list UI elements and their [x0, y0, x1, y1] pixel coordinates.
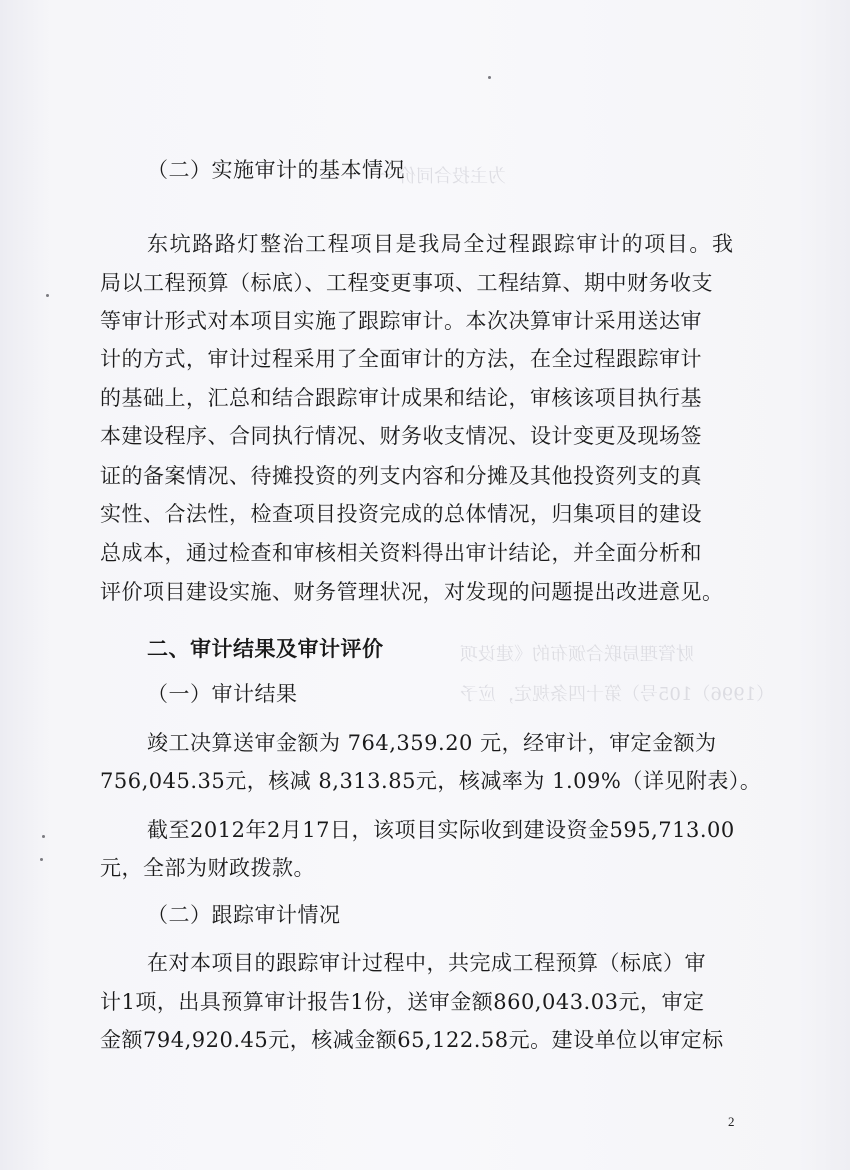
paragraph-line: 计的方式，审计过程采用了全面审计的方法，在全过程跟踪审计 — [100, 347, 702, 371]
paragraph-line: 局以工程预算（标底）、工程变更事项、工程结算、期中财务收支 — [100, 271, 713, 295]
paragraph-line: 的基础上，汇总和结合跟踪审计成果和结论，审核该项目执行基 — [100, 386, 702, 410]
paragraph-line: 东坑路路灯整治工程项目是我局全过程跟踪审计的项目。我 — [147, 232, 735, 256]
paragraph-line: 竣工决算送审金额为 764,359.20 元，经审计，审定金额为 — [147, 731, 717, 755]
paragraph-line: 元，全部为财政拨款。 — [100, 856, 315, 880]
paragraph-line: 实性、合法性，检查项目投资完成的总体情况，归集项目的建设 — [100, 502, 702, 526]
show-through-mark: 为主投合同价一 — [380, 166, 506, 187]
paragraph-line: 金额794,920.45元，核减金额65,122.58元。建设单位以审定标 — [100, 1028, 724, 1052]
paragraph-line: 总成本，通过检查和审核相关资料得出审计结论，并全面分析和 — [100, 541, 702, 565]
paragraph-line: 证的备案情况、待摊投资的列支内容和分摊及其他投资列支的真 — [100, 464, 702, 488]
subsection-heading: （一）审计结果 — [147, 682, 298, 706]
paragraph-line: 756,045.35元，核减 8,313.85元，核减率为 1.09%（详见附表）。 — [100, 769, 762, 793]
paragraph-line: 本建设程序、合同执行情况、财务收支情况、设计变更及现场签 — [100, 424, 702, 448]
paragraph-line: 评价项目建设实施、财务管理状况，对发现的问题提出改进意见。 — [100, 580, 724, 604]
paragraph-line: 在对本项目的跟踪审计过程中，共完成工程预算（标底）审 — [147, 951, 706, 975]
show-through-mark: （1996）105号）第十四条规定，应予 — [460, 684, 775, 705]
section-heading: 二、审计结果及审计评价 — [147, 637, 384, 661]
show-through-mark: 财管理局联合颁布的《建设项 — [460, 644, 694, 665]
section-heading: （二）实施审计的基本情况 — [147, 158, 405, 182]
subsection-heading: （二）跟踪审计情况 — [147, 903, 341, 927]
paragraph-line: 截至2012年2月17日，该项目实际收到建设资金595,713.00 — [147, 818, 735, 842]
paragraph-line: 等审计形式对本项目实施了跟踪审计。本次决算审计采用送达审 — [100, 309, 702, 333]
page-number: 2 — [728, 1114, 735, 1129]
paragraph-line: 计1项，出具预算审计报告1份，送审金额860,043.03元，审定 — [100, 990, 705, 1014]
